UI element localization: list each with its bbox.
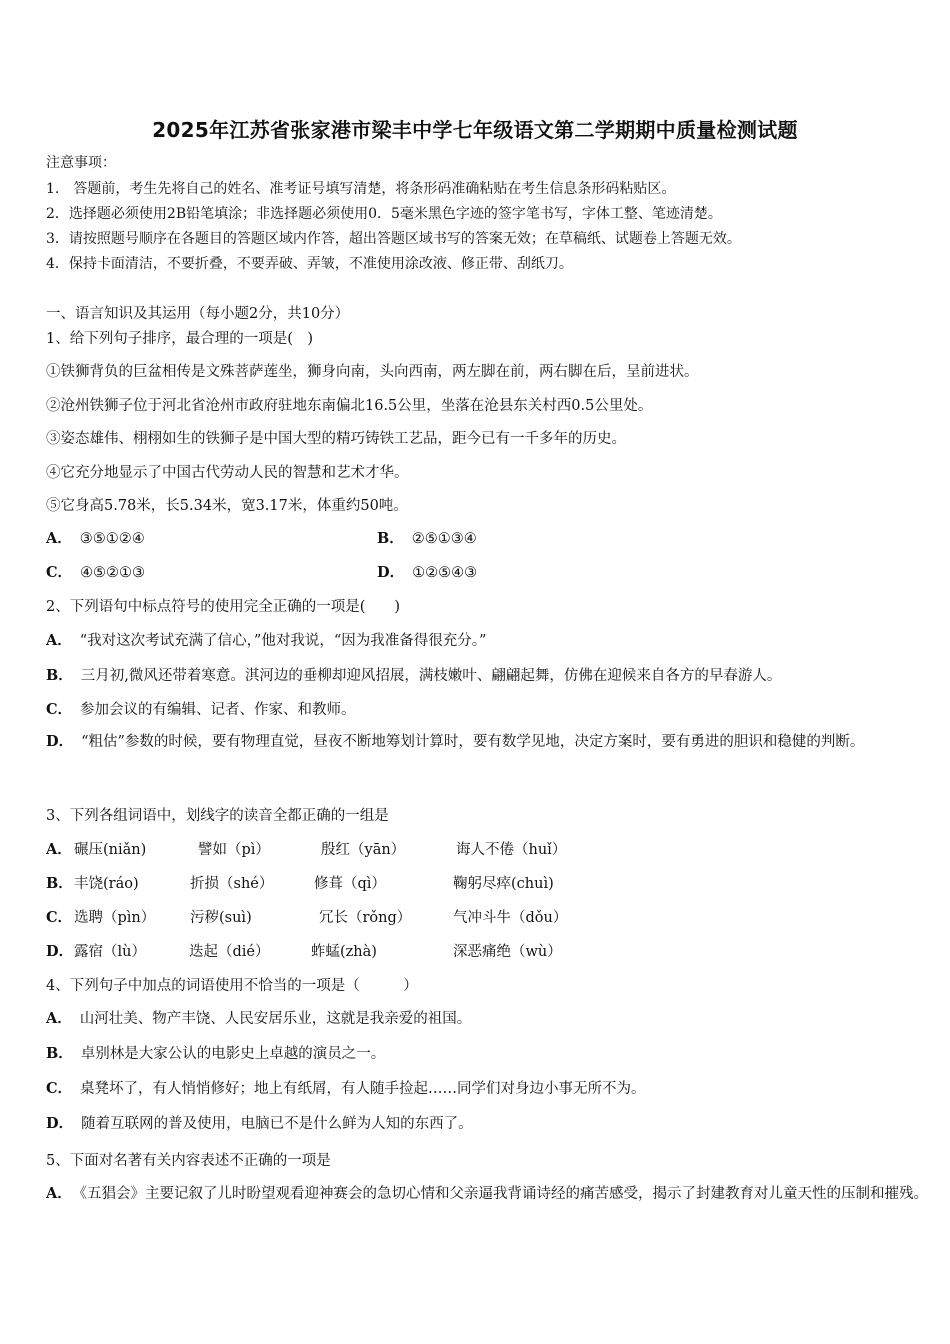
vocab-word: 殷红（yān） xyxy=(321,842,406,858)
vocab-word: 蚱蜢(zhà) xyxy=(311,944,377,960)
question-stem: 4、下列句子中加点的词语使用不恰当的一项是（ ） xyxy=(46,978,418,994)
option-label: D． xyxy=(46,733,74,750)
vocab-word: 迭起（dié） xyxy=(189,944,270,960)
vocab-word: 丰饶(ráo) xyxy=(74,876,139,892)
option-label: A． xyxy=(46,1010,72,1027)
section-heading: 一、语言知识及其运用（每小题2分，共10分） xyxy=(46,306,350,322)
option-text: 随着互联网的普及使用，电脑已不是什么鲜为人知的东西了。 xyxy=(81,1116,473,1132)
question-stem: 1、给下列句子排序，最合理的一项是( ) xyxy=(46,331,314,347)
option-label: B． xyxy=(377,530,404,547)
option-a xyxy=(46,629,486,650)
option-d xyxy=(46,725,906,759)
sentence: ⑤它身高5.78米，长5.34米，宽3.17米，体重约50吨。 xyxy=(46,498,408,514)
option-a xyxy=(46,527,145,548)
option-a xyxy=(46,1007,471,1028)
option-text: 桌凳坏了，有人悄悄修好；地上有纸屑，有人随手捡起……同学们对身边小事无所不为。 xyxy=(80,1081,646,1097)
option-a xyxy=(46,1177,929,1211)
option-text: “粗估”参数的时候，要有物理直觉，昼夜不断地筹划计算时，要有数学见地，决定方案时，要有勇进的胆识和稳健的判断。 xyxy=(81,734,865,750)
notice-heading: 注意事项： xyxy=(46,155,116,171)
notice-item: 4．保持卡面清洁，不要折叠，不要弄破、弄皱，不准使用涂改液、修正带、刮纸刀。 xyxy=(46,256,573,272)
option-label: B． xyxy=(46,1045,73,1062)
vocab-word: 冗长（rǒng） xyxy=(319,910,412,926)
option-label: C． xyxy=(46,564,73,581)
option-text: ④⑤②①③ xyxy=(80,565,146,581)
option-text: 卓别林是大家公认的电影史上卓越的演员之一。 xyxy=(80,1046,386,1062)
vocab-word: 深恶痛绝（wù） xyxy=(453,944,562,960)
row-label: A． xyxy=(46,841,72,858)
option-label: A． xyxy=(46,1185,72,1202)
option-label: B． xyxy=(46,667,73,684)
option-label: A． xyxy=(46,530,72,547)
question-stem: 5、下面对名著有关内容表述不正确的一项是 xyxy=(46,1153,331,1169)
option-text: 参加会议的有编辑、记者、作家、和教师。 xyxy=(80,702,356,718)
option-label: A． xyxy=(46,632,72,649)
notice-item: 3．请按照题号顺序在各题目的答题区域内作答，超出答题区域书写的答案无效；在草稿纸、试题卷上答题无效。 xyxy=(46,231,741,247)
option-c xyxy=(46,1077,646,1098)
option-label: D． xyxy=(46,1115,74,1132)
option-c xyxy=(46,698,356,719)
sentence: ②沧州铁狮子位于河北省沧州市政府驻地东南偏北16.5公里，坐落在沧县东关村西0.5公里处。 xyxy=(46,398,653,414)
option-text: ③⑤①②④ xyxy=(79,531,145,547)
option-d xyxy=(46,1112,473,1133)
notice-item: 2．选择题必须使用2B铅笔填涂；非选择题必须使用0．5毫米黑色字迹的签字笔书写，字体工整、笔迹清楚。 xyxy=(46,206,722,222)
option-label: D． xyxy=(377,564,405,581)
vocab-word: 选聘（pìn） xyxy=(74,910,156,926)
vocab-word: 露宿（lù） xyxy=(74,944,146,960)
vocab-word: 譬如（pì） xyxy=(198,842,270,858)
sentence: ①铁狮背负的巨盆相传是文殊菩萨莲坐，狮身向南，头向西南，两左脚在前，两右脚在后，呈前进状。 xyxy=(46,364,699,380)
notice-item: 1. 答题前，考生先将自己的姓名、准考证号填写清楚，将条形码准确粘贴在考生信息条形码粘贴区。 xyxy=(46,181,676,197)
vocab-word: 折损（shé） xyxy=(190,876,274,892)
vocab-word: 污秽(suì) xyxy=(190,910,252,926)
row-label: C． xyxy=(46,909,73,926)
option-text: ②⑤①③④ xyxy=(411,531,477,547)
sentence: ④它充分地显示了中国古代劳动人民的智慧和艺术才华。 xyxy=(46,465,409,481)
row-label: D． xyxy=(46,943,74,960)
vocab-word: 鞠躬尽瘁(chuì) xyxy=(453,876,554,892)
question-stem: 2、下列语句中标点符号的使用完全正确的一项是( ) xyxy=(46,599,401,615)
option-text: “我对这次考试充满了信心，”他对我说，“因为我准备得很充分。” xyxy=(79,633,487,649)
row-label: B． xyxy=(46,875,73,892)
option-b xyxy=(46,664,781,685)
option-text: 三月初,微风还带着寒意。淇河边的垂柳却迎风招展，满枝嫩叶、翩翩起舞，仿佛在迎候来自各方的早春游人。 xyxy=(80,668,782,684)
sentence: ③姿态雄伟、栩栩如生的铁狮子是中国大型的精巧铸铁工艺品，距今已有一千多年的历史。 xyxy=(46,431,626,447)
vocab-word: 碾压(niǎn) xyxy=(74,842,147,858)
option-c xyxy=(46,561,145,582)
vocab-word: 诲人不倦（huǐ） xyxy=(456,842,567,858)
option-d xyxy=(377,561,477,582)
option-label: C． xyxy=(46,701,73,718)
option-label: C． xyxy=(46,1080,73,1097)
vocab-word: 气冲斗牛（dǒu） xyxy=(453,910,568,926)
option-text: 《五猖会》主要记叙了儿时盼望观看迎神赛会的急切心情和父亲逼我背诵诗经的痛苦感受，揭示了封建教育对儿童天性的压制和摧残。 xyxy=(79,1186,929,1202)
question-stem: 3、下列各组词语中，划线字的读音全都正确的一组是 xyxy=(46,808,389,824)
option-text: ①②⑤④③ xyxy=(412,565,478,581)
vocab-word: 修葺（qì） xyxy=(314,876,386,892)
option-b xyxy=(46,1042,385,1063)
option-b xyxy=(377,527,477,548)
page-title: 2025年江苏省张家港市梁丰中学七年级语文第二学期期中质量检测试题 xyxy=(152,118,798,142)
option-text: 山河壮美、物产丰饶、人民安居乐业，这就是我亲爱的祖国。 xyxy=(79,1011,472,1027)
